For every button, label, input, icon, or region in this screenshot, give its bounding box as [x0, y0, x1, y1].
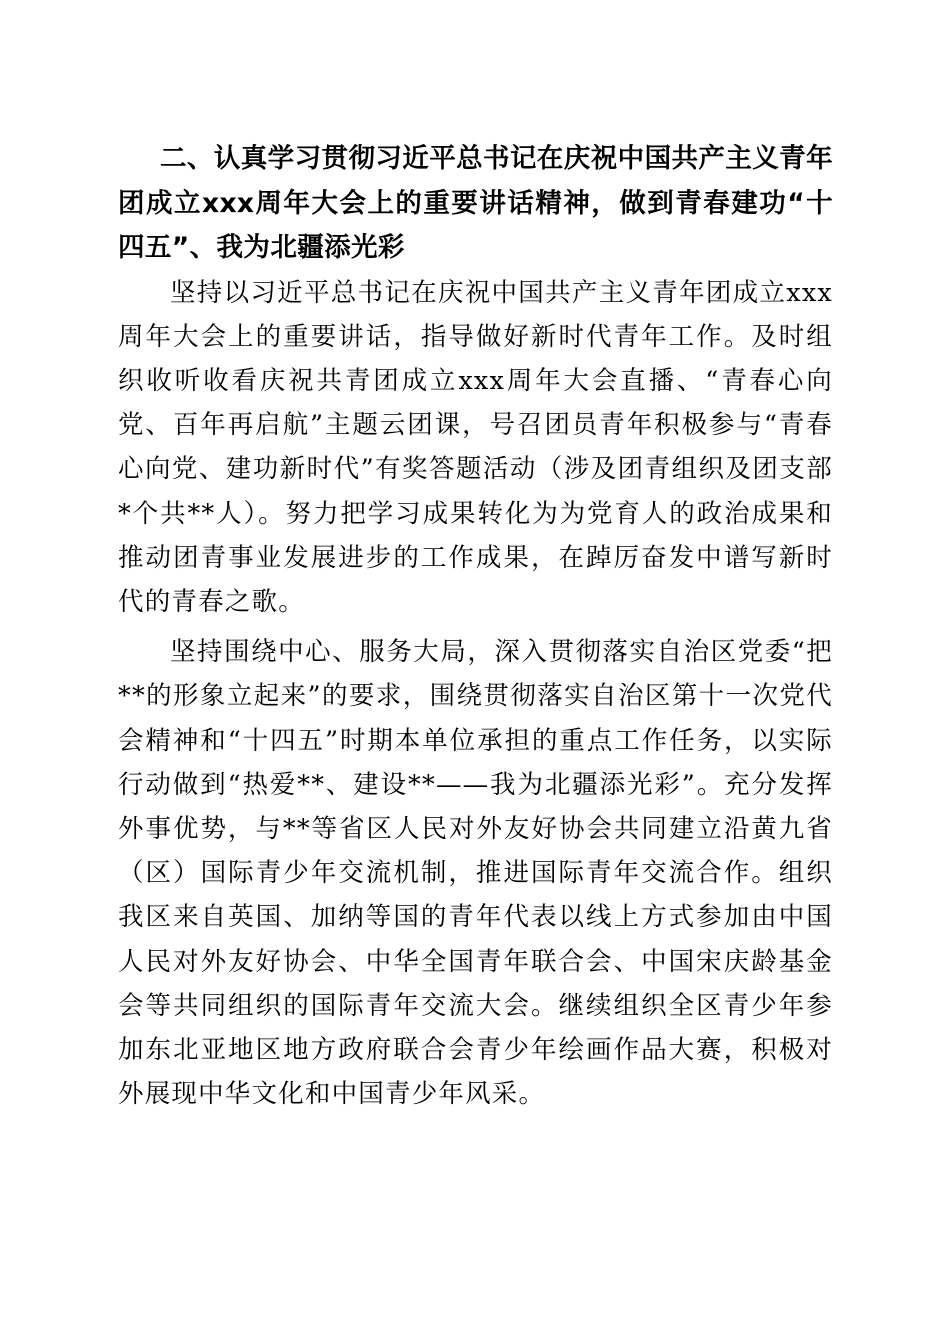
document-body: [118, 137, 833, 1116]
body-paragraph: 坚持围绕中心、服务大局，深入贯彻落实自治区党委“把**的形象立起来”的要求，围绕贯彻落实自治区第十一次党代会精神和“十四五”时期本单位承担的重点工作任务，以实际行动做到“热爱**、建设**——我为北疆添光彩”。充分发挥外事优势，与**等省区人民对外友好协会共同建立沿黄九省（区）国际青少年交流机制，推进国际青年交流合作。组织我区来自英国、加纳等国的青年代表以线上方式参加由中国人民对外友好协会、中华全国青年联合会、中国宋庆龄基金会等共同组织的国际青年交流大会。继续组织全区青少年参加东北亚地区地方政府联合会青少年绘画作品大赛，积极对外展现中华文化和中国青少年风采。: [118, 637, 833, 1110]
body-paragraph: 坚持以习近平总书记在庆祝中国共产主义青年团成立xxx周年大会上的重要讲话，指导做好新时代青年工作。及时组织收听收看庆祝共青团成立xxx周年大会直播、“青春心向党、百年再启航”主题云团课，号召团员青年积极参与“青春心向党、建功新时代”有奖答题活动（涉及团青组织及团支部*个共**人）。努力把学习成果转化为为党育人的政治成果和推动团青事业发展进步的工作成果，在踔厉奋发中谱写新时代的青春之歌。: [118, 277, 833, 617]
section-heading: 二、认真学习贯彻习近平总书记在庆祝中国共产主义青年团成立xxx周年大会上的重要讲话精神，做到青春建功“十四五”、我为北疆添光彩: [118, 143, 833, 263]
